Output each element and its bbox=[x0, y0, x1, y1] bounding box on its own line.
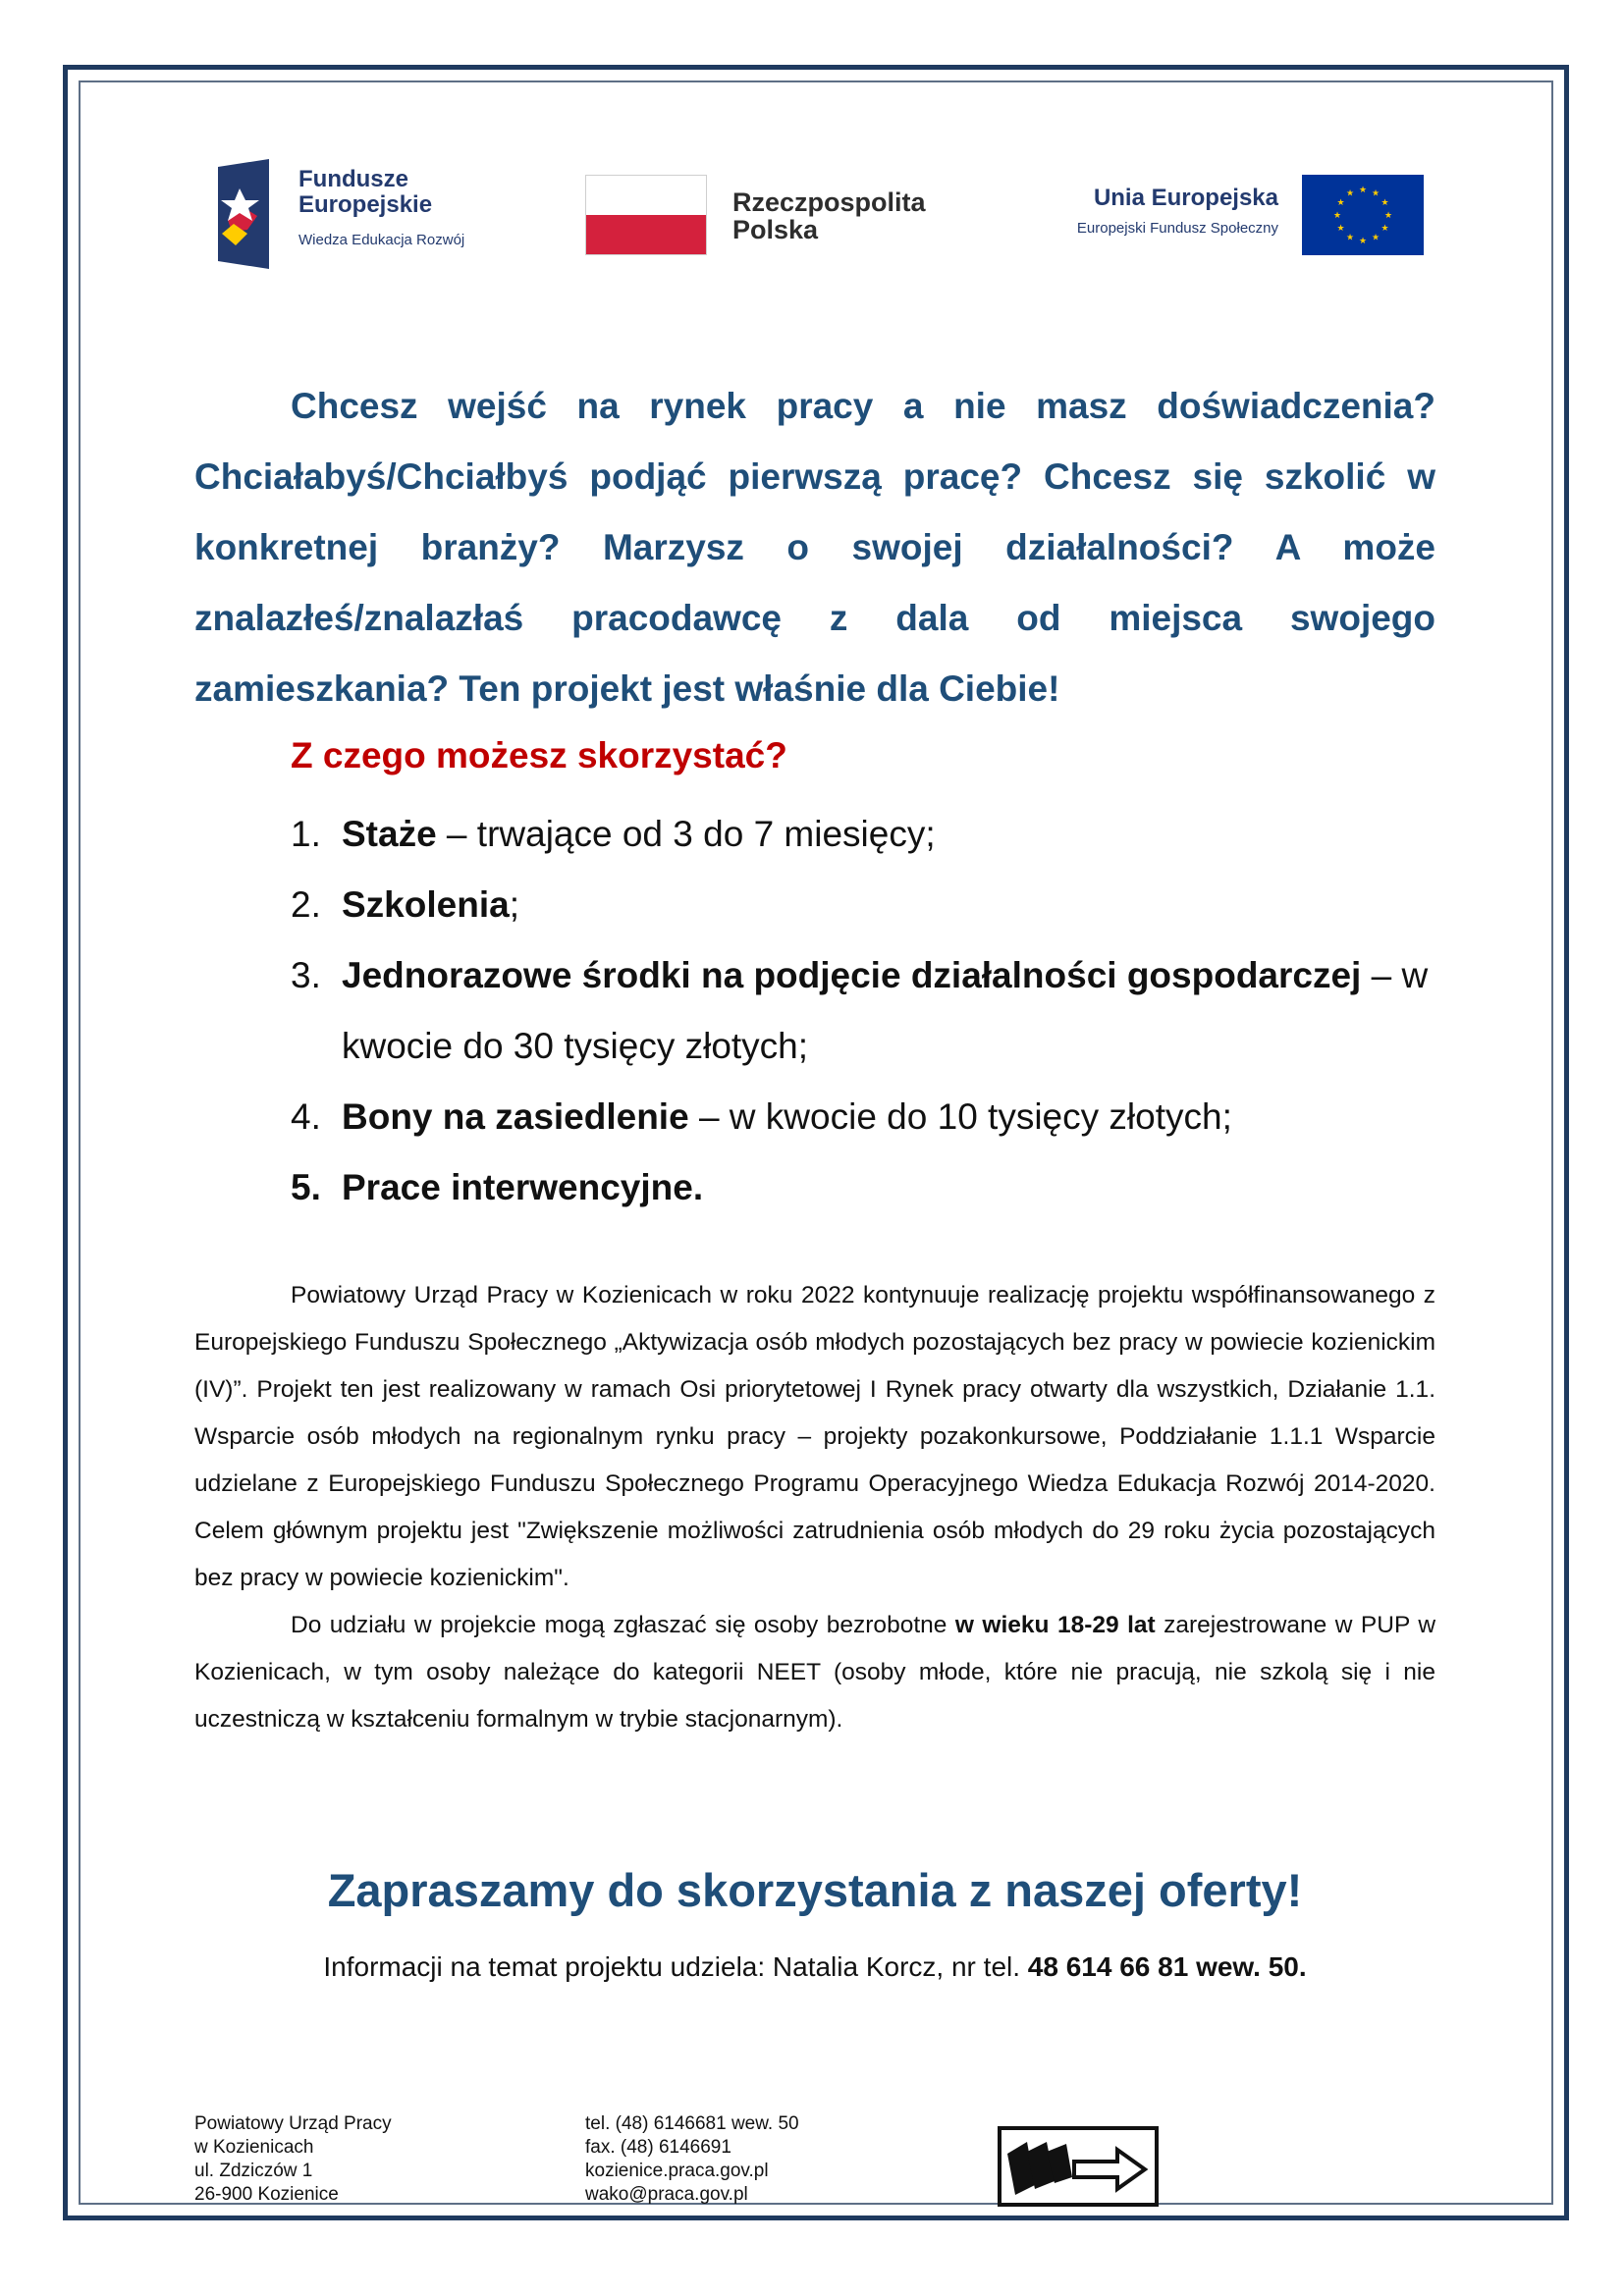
pup-arrow-logo-icon bbox=[998, 2126, 1159, 2207]
svg-text:★: ★ bbox=[1345, 188, 1355, 199]
european-funds-icon bbox=[218, 159, 279, 269]
contact-info: Informacji na temat projektu udziela: Natalia Korcz, nr tel. 48 614 66 81 wew. 50. bbox=[323, 1951, 1307, 1982]
offer-item: 2. Szkolenia; bbox=[291, 884, 519, 925]
svg-text:★: ★ bbox=[1371, 188, 1380, 199]
svg-text:★: ★ bbox=[1336, 224, 1345, 234]
logo-rp-line2: Polska bbox=[732, 215, 819, 244]
intro-text: Chcesz wejść na rynek pracy a nie masz doświadczenia? Chciałabyś/Chciałbyś podjąć pierwszą pracę? Chcesz się szkolić w konkretnej branży? Marzysz o swojej działalności? A może znalazłeś/znalazłaś pracodawcę z dala od miejsca swojego zamieszkania? Ten projekt jest właśnie dla Ciebie! bbox=[194, 386, 1435, 709]
logo-fe-line3: Wiedza Edukacja Rozwój bbox=[298, 232, 465, 248]
logo-fe-line1: Fundusze bbox=[298, 166, 408, 192]
svg-text:★: ★ bbox=[1380, 224, 1389, 234]
contact-phone: 48 614 66 81 wew. 50. bbox=[1027, 1951, 1307, 1982]
svg-text:★: ★ bbox=[1380, 198, 1389, 208]
svg-text:★: ★ bbox=[1358, 186, 1368, 195]
logo-ue-line1: Unia Europejska bbox=[1093, 185, 1278, 211]
offer-item: 3. Jednorazowe środki na podjęcie działalności gospodarczej – w kwocie do 30 tysięcy złotych; bbox=[291, 955, 1429, 1066]
logo-rp-line1: Rzeczpospolita bbox=[732, 187, 926, 217]
logo-fe-line2: Europejskie bbox=[298, 191, 433, 218]
eu-flag-icon bbox=[1302, 175, 1424, 255]
footer-contacts: tel. (48) 6146681 wew. 50 fax. (48) 6146691 kozienice.praca.gov.pl wako@praca.gov.pl bbox=[585, 2113, 799, 2205]
svg-text:★: ★ bbox=[1345, 233, 1355, 243]
polish-flag-icon bbox=[585, 175, 707, 255]
svg-text:★: ★ bbox=[1332, 211, 1342, 221]
offers-list bbox=[291, 799, 1430, 1223]
offer-item: 4. Bony na zasiedlenie – w kwocie do 10 tysięcy złotych; bbox=[291, 1096, 1232, 1137]
offer-item: 1. Staże – trwające od 3 do 7 miesięcy; bbox=[291, 814, 936, 854]
svg-text:★: ★ bbox=[1383, 211, 1393, 221]
logo-unia-europejska bbox=[1011, 175, 1424, 259]
svg-text:★: ★ bbox=[1358, 237, 1368, 246]
logo-rzeczpospolita-polska bbox=[585, 175, 958, 259]
description-paragraph-1: Powiatowy Urząd Pracy w Kozienicach w roku 2022 kontynuuje realizację projektu współfinansowanego z Europejskiego Funduszu Społecznego „Aktywizacja osób młodych pozostających bez pracy w powiecie kozienickim (IV)”. Projekt ten jest realizowany w ramach Osi priorytetowej I Rynek pracy otwarty dla wszystkich, Działanie 1.1. Wsparcie osób młodych na regionalnym rynku pracy – projekty pozakonkursowe, Poddziałanie 1.1.1 Wsparcie udzielane z Europejskiego Funduszu Społecznego Programu Operacyjnego Wiedza Edukacja Rozwój 2014-2020. Celem głównym projektu jest "Zwiększenie możliwości zatrudnienia osób młodych do 29 roku życia pozostających bez pracy w powiecie kozienickim". bbox=[194, 1282, 1435, 1591]
description-paragraph-2: Do udziału w projekcie mogą zgłaszać się osoby bezrobotne w wieku 18-29 lat zarejestrowane w PUP w Kozienicach, w tym osoby należące do kategorii NEET (osoby młode, które nie pracują, nie szkolą się i nie uczestniczą w kształceniu formalnym w trybie stacjonarnym). bbox=[194, 1612, 1436, 1733]
logo-fundusze-europejskie bbox=[218, 157, 522, 271]
offers-question: Z czego możesz skorzystać? bbox=[291, 735, 787, 775]
logo-ue-line2: Europejski Fundusz Społeczny bbox=[1076, 220, 1278, 237]
project-description bbox=[194, 1272, 1435, 1743]
svg-text:★: ★ bbox=[1371, 233, 1380, 243]
svg-text:★: ★ bbox=[1336, 198, 1345, 208]
footer-address: Powiatowy Urząd Pracy w Kozienicach ul. Zdziczów 1 26-900 Kozienice bbox=[194, 2113, 392, 2205]
offer-item: 5. Prace interwencyjne. bbox=[291, 1167, 704, 1207]
invitation-heading: Zapraszamy do skorzystania z naszej oferty! bbox=[327, 1864, 1303, 1916]
